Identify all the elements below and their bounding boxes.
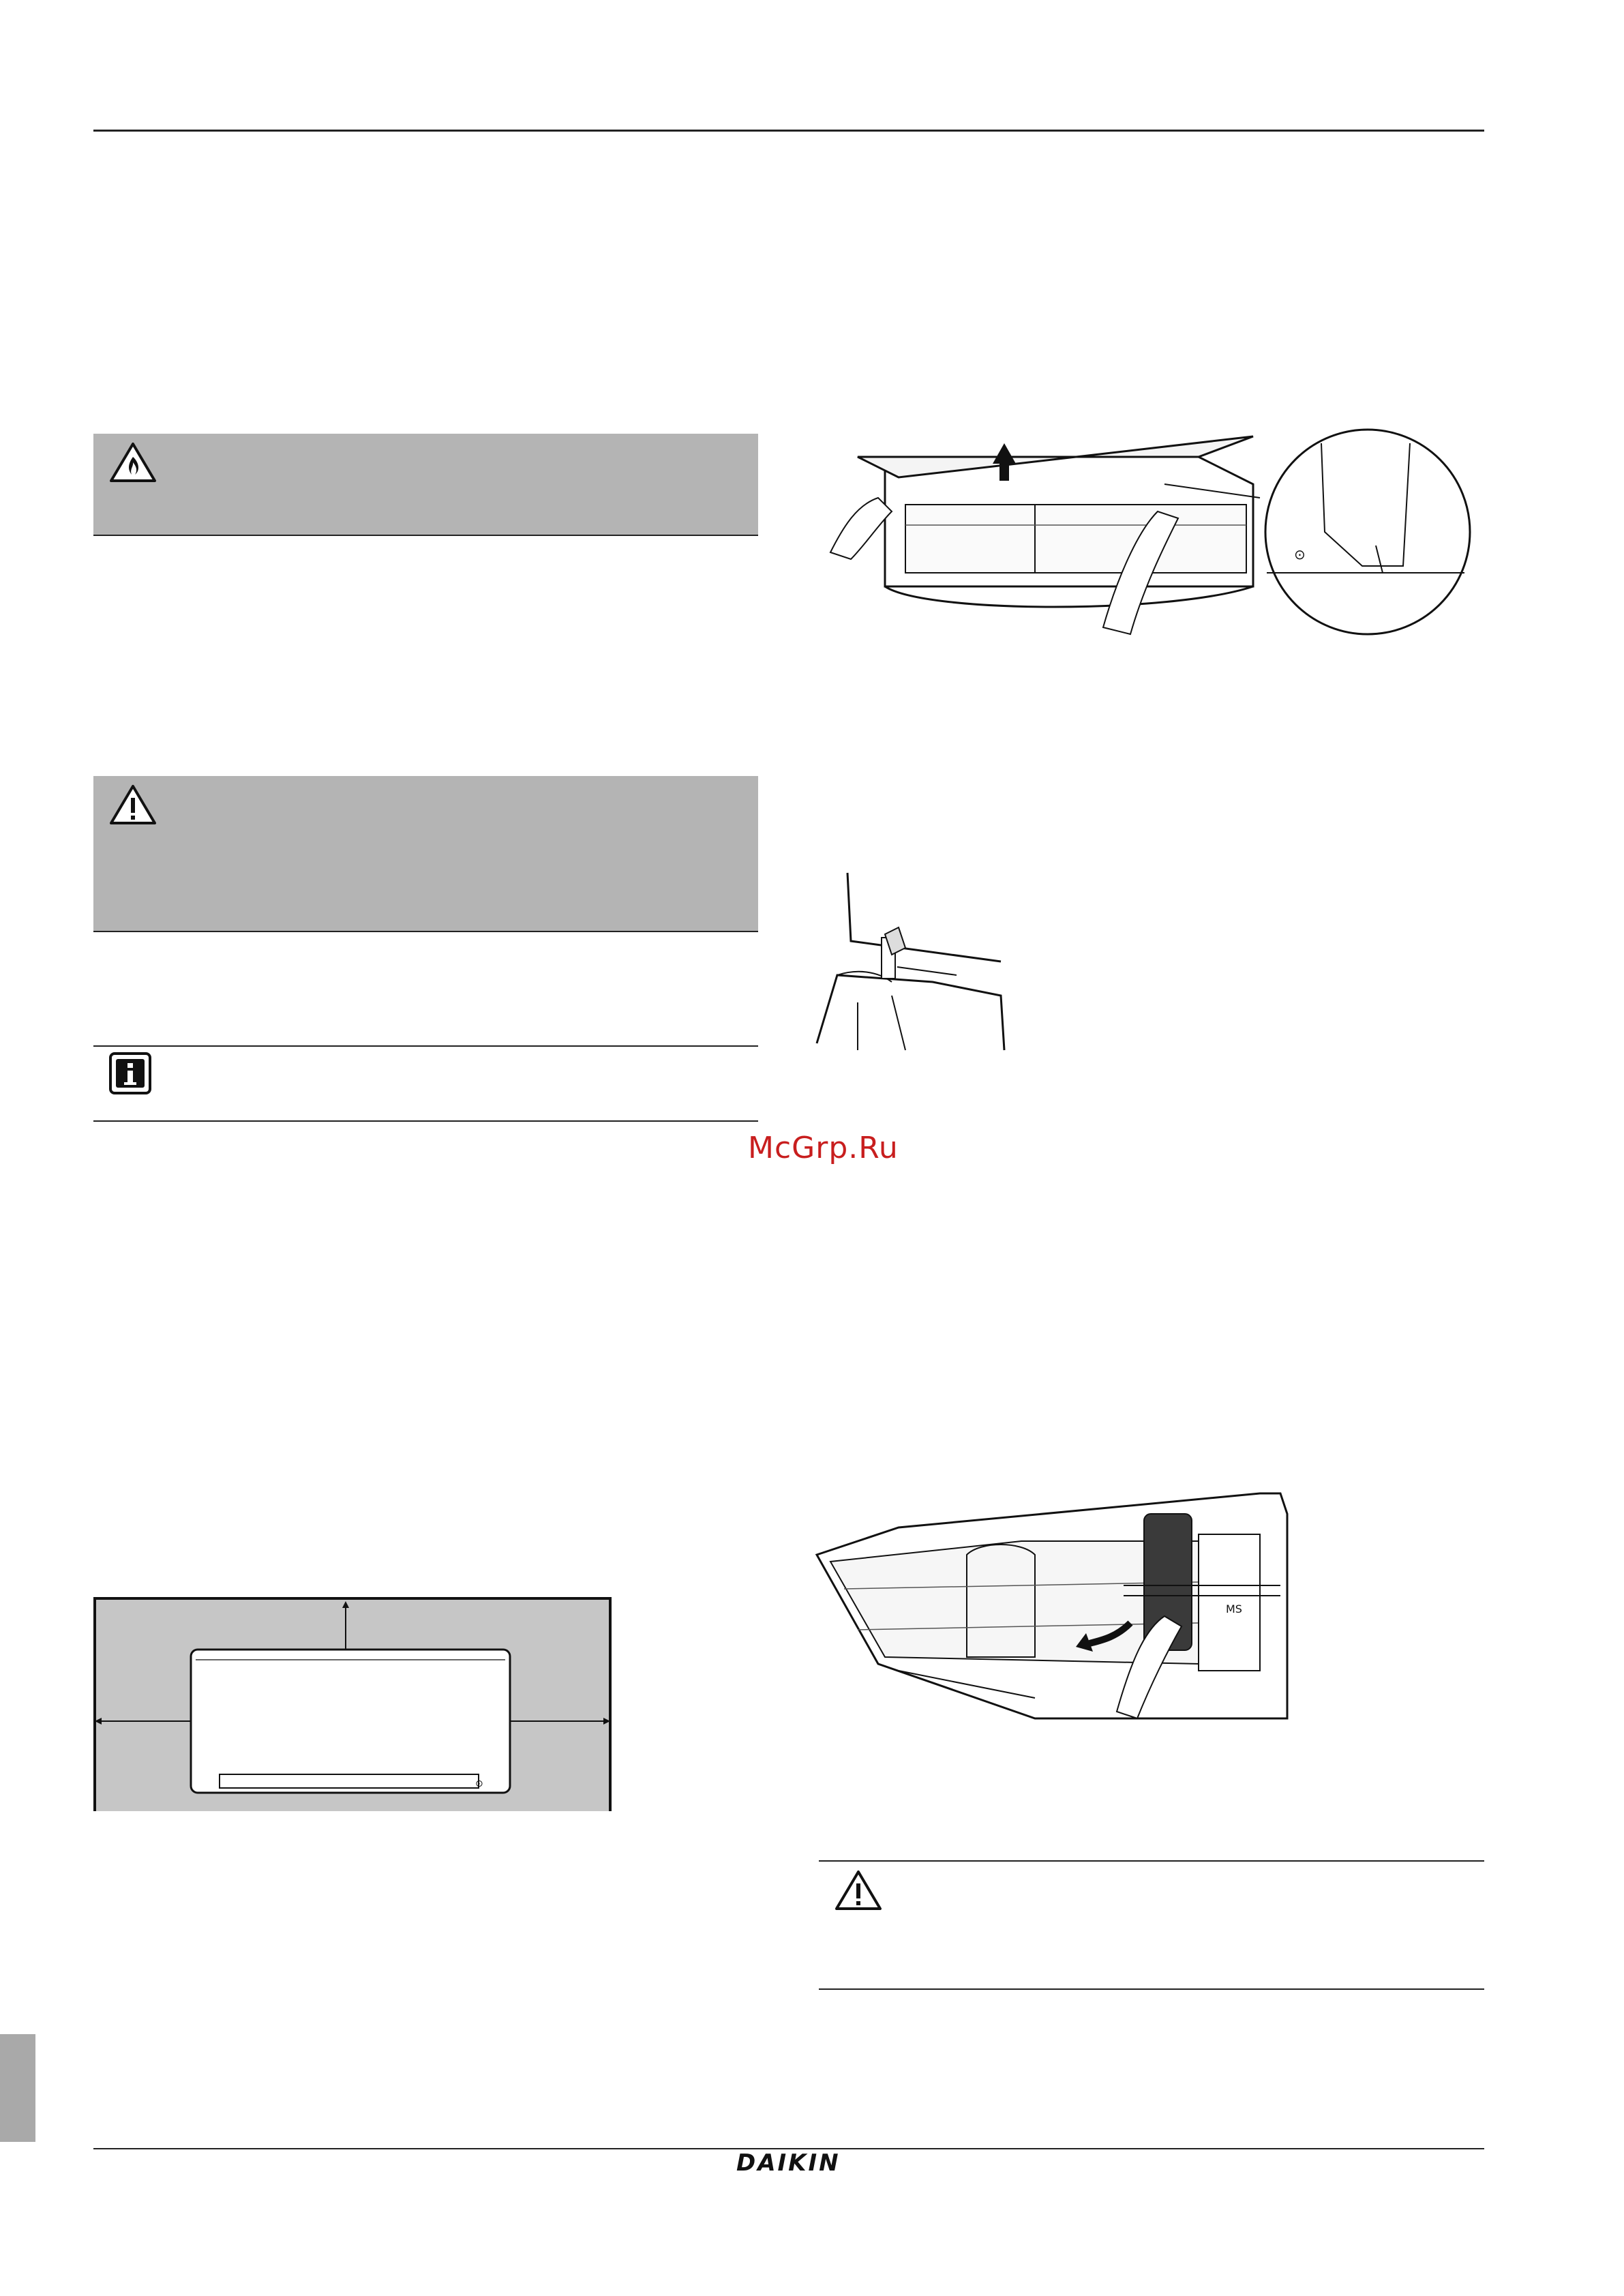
svg-text:MS: MS <box>1226 1602 1242 1615</box>
installation-clearance-figure <box>93 1598 612 1811</box>
info-bottom-rule <box>93 1120 758 1122</box>
caution-triangle-icon <box>109 784 157 825</box>
watermark: McGrp.Ru <box>748 1131 899 1165</box>
flammable-panel-bottom-rule <box>93 535 758 536</box>
control-box-figure <box>817 1493 1362 1739</box>
caution-panel-1-bottom-rule <box>93 931 758 932</box>
front-panel-lift-figure <box>817 430 1471 641</box>
caution-panel-1 <box>93 776 758 931</box>
flammable-warning-icon <box>109 442 157 483</box>
daikin-logo: DAIKIN <box>736 2149 841 2177</box>
caution-2-top-rule <box>819 1860 1484 1862</box>
info-top-rule <box>93 1045 758 1047</box>
svg-text:⊙: ⊙ <box>1294 546 1306 563</box>
header-rule <box>93 130 1484 132</box>
language-side-tab <box>0 2034 35 2142</box>
caution-2-bottom-rule <box>819 1988 1484 1990</box>
svg-text:⊙: ⊙ <box>475 1778 483 1789</box>
hinge-detail-figure <box>817 873 1021 1050</box>
info-icon <box>109 1052 151 1094</box>
caution-triangle-icon <box>834 1870 882 1911</box>
flammable-warning-panel <box>93 434 758 536</box>
